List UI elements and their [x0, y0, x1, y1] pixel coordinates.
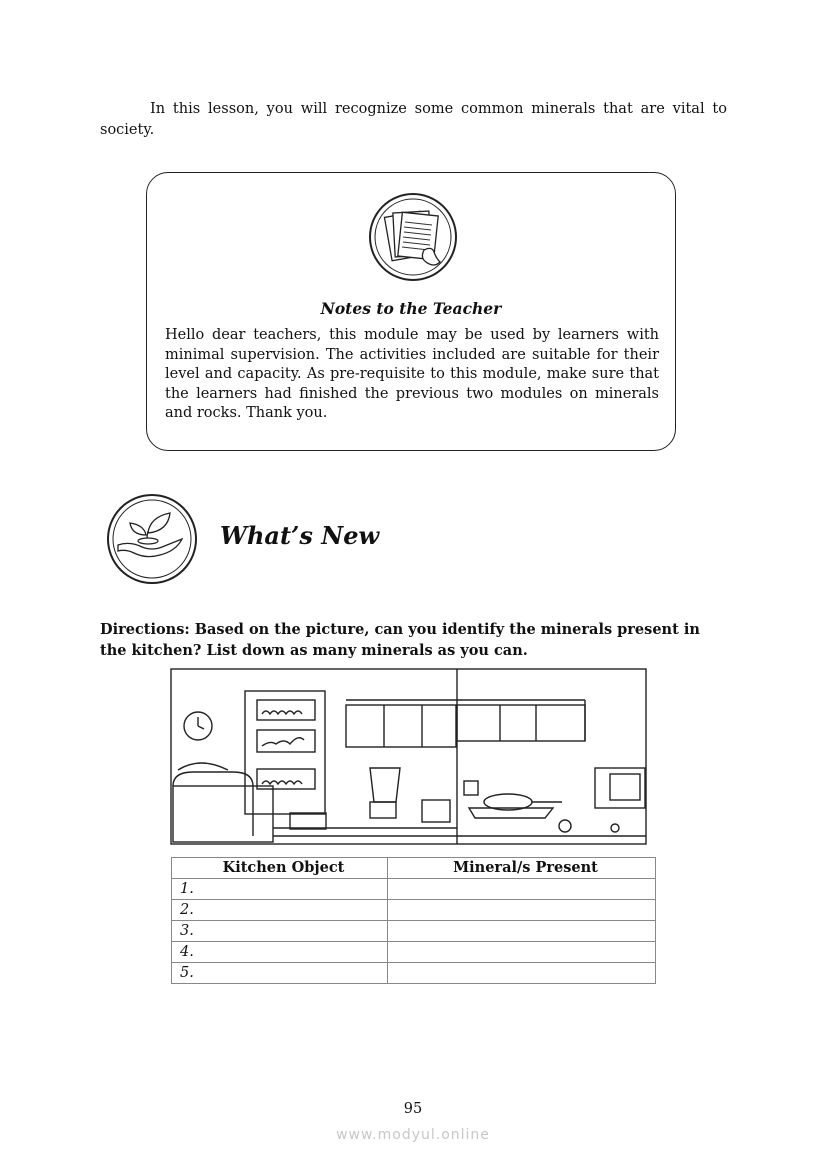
mineral-answer-cell[interactable] — [388, 879, 656, 900]
notes-body: Hello dear teachers, this module may be used by learners with minimal supervision. The activities included are suitable for their level and capacity. As pre-requisite to this module, make sure that the learners had finished the previous two modules on minerals and rocks. Thank you. — [165, 327, 659, 421]
row-number: 1. — [172, 879, 388, 900]
page-number: 95 — [403, 1101, 423, 1117]
plant-in-hand-icon — [106, 493, 198, 589]
mineral-answer-cell[interactable] — [388, 900, 656, 921]
table-row — [172, 942, 656, 963]
papers-in-hand-icon — [368, 192, 458, 286]
table-row — [172, 879, 656, 900]
table-row — [172, 963, 656, 984]
row-number: 5. — [172, 963, 388, 984]
table-row — [172, 900, 656, 921]
kitchen-minerals-table — [171, 857, 656, 984]
header-minerals-present: Mineral/s Present — [388, 858, 656, 879]
header-kitchen-object: Kitchen Object — [172, 858, 388, 879]
row-number: 3. — [172, 921, 388, 942]
notes-title: Notes to the Teacher — [320, 299, 502, 318]
intro-paragraph: In this lesson, you will recognize some common minerals that are vital to society. — [100, 101, 727, 138]
table-row — [172, 921, 656, 942]
mineral-answer-cell[interactable] — [388, 963, 656, 984]
directions-text: Directions: Based on the picture, can you identify the minerals present in the kitchen? List down as many minerals as you can. — [100, 621, 700, 659]
mineral-answer-cell[interactable] — [388, 942, 656, 963]
table-header-row — [172, 858, 656, 879]
row-number: 4. — [172, 942, 388, 963]
row-number: 2. — [172, 900, 388, 921]
kitchen-illustration — [170, 668, 648, 850]
whats-new-heading: What’s New — [220, 521, 380, 550]
watermark: www.modyul.online — [336, 1127, 490, 1143]
notes-to-teacher-box — [146, 172, 676, 451]
mineral-answer-cell[interactable] — [388, 921, 656, 942]
